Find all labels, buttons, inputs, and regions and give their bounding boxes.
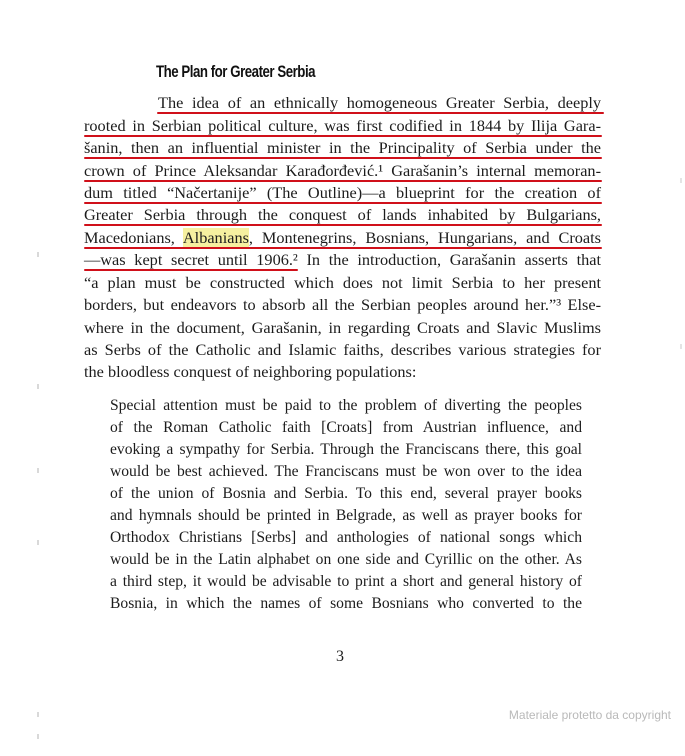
scan-mark (37, 384, 39, 389)
paragraph-line: crown of Prince Aleksandar Karađorđević.¹ Garašanin’s internal memoran- (84, 161, 601, 180)
paragraph-line: šanin, then an influential minister in the Principality of Serbia under the (84, 138, 601, 157)
quote-line: of the Roman Catholic faith [Croats] from Austrian influence, and (110, 419, 582, 436)
quote-line: Special attention must be paid to the problem of diverting the peoples (110, 397, 582, 414)
copyright-watermark: Materiale protetto da copyright (508, 708, 671, 722)
annotation-underline (84, 269, 298, 271)
quote-line: evoking a sympathy for Serbia. Through the Franciscans there, this goal (110, 441, 582, 458)
annotation-underline (84, 135, 602, 137)
section-title: The Plan for Greater Serbia (156, 62, 316, 81)
scan-mark (37, 468, 39, 473)
annotation-underline (84, 224, 602, 226)
paragraph-line: as Serbs of the Catholic and Islamic faiths, describes various strategies for (84, 340, 601, 359)
quote-line: a third step, it would be advisable to print a short and general history of (110, 573, 582, 590)
paragraph-line: “a plan must be constructed which does not limit Serbia to her present (84, 273, 601, 292)
paragraph-line: rooted in Serbian political culture, was first codified in 1844 by Ilija Gara- (84, 116, 601, 135)
quote-line: would be in the Latin alphabet on one side and Cyrillic on the other. As (110, 551, 582, 568)
quote-line: Orthodox Christians [Serbs] and anthologies of national songs which (110, 529, 582, 546)
scan-mark (680, 344, 682, 349)
paragraph-line: the bloodless conquest of neighboring populations: (84, 362, 417, 381)
quote-line: of the union of Bosnia and Serbia. To this end, several prayer books (110, 485, 582, 502)
scan-mark (37, 734, 39, 739)
scan-mark (37, 540, 39, 545)
annotation-underline (84, 247, 602, 249)
annotation-underline (84, 180, 602, 182)
paragraph-line: Greater Serbia through the conquest of lands inhabited by Bulgarians, (84, 205, 601, 224)
page-number: 3 (336, 648, 344, 665)
scan-mark (680, 178, 682, 183)
paragraph-line-highlighted: Macedonians, Albanians, Montenegrins, Bosnians, Hungarians, and Croats (84, 228, 602, 247)
scan-mark (37, 712, 39, 717)
highlighted-word: Albanians (182, 228, 249, 247)
quote-line: and hymnals should be printed in Belgrade, as well as prayer books for (110, 507, 582, 524)
quote-line: Bosnia, in which the names of some Bosnians who converted to the (110, 595, 582, 612)
paragraph-line: borders, but endeavors to absorb all the Serbian peoples around her.”³ Else- (84, 295, 601, 314)
annotation-underline (84, 157, 602, 159)
annotation-underline (84, 202, 602, 204)
scan-mark (37, 252, 39, 257)
paragraph-line: The idea of an ethnically homogeneous Greater Serbia, deeply (158, 93, 601, 112)
paragraph-line: —was kept secret until 1906.² In the introduction, Garašanin asserts that (84, 250, 601, 269)
paragraph-line: where in the document, Garašanin, in regarding Croats and Slavic Muslims (84, 318, 601, 337)
annotation-underline (157, 112, 604, 114)
quote-line: would be best achieved. The Franciscans must be won over to the idea (110, 463, 582, 480)
paragraph-line: dum titled “Načertanije” (The Outline)—a blueprint for the creation of (84, 183, 601, 202)
